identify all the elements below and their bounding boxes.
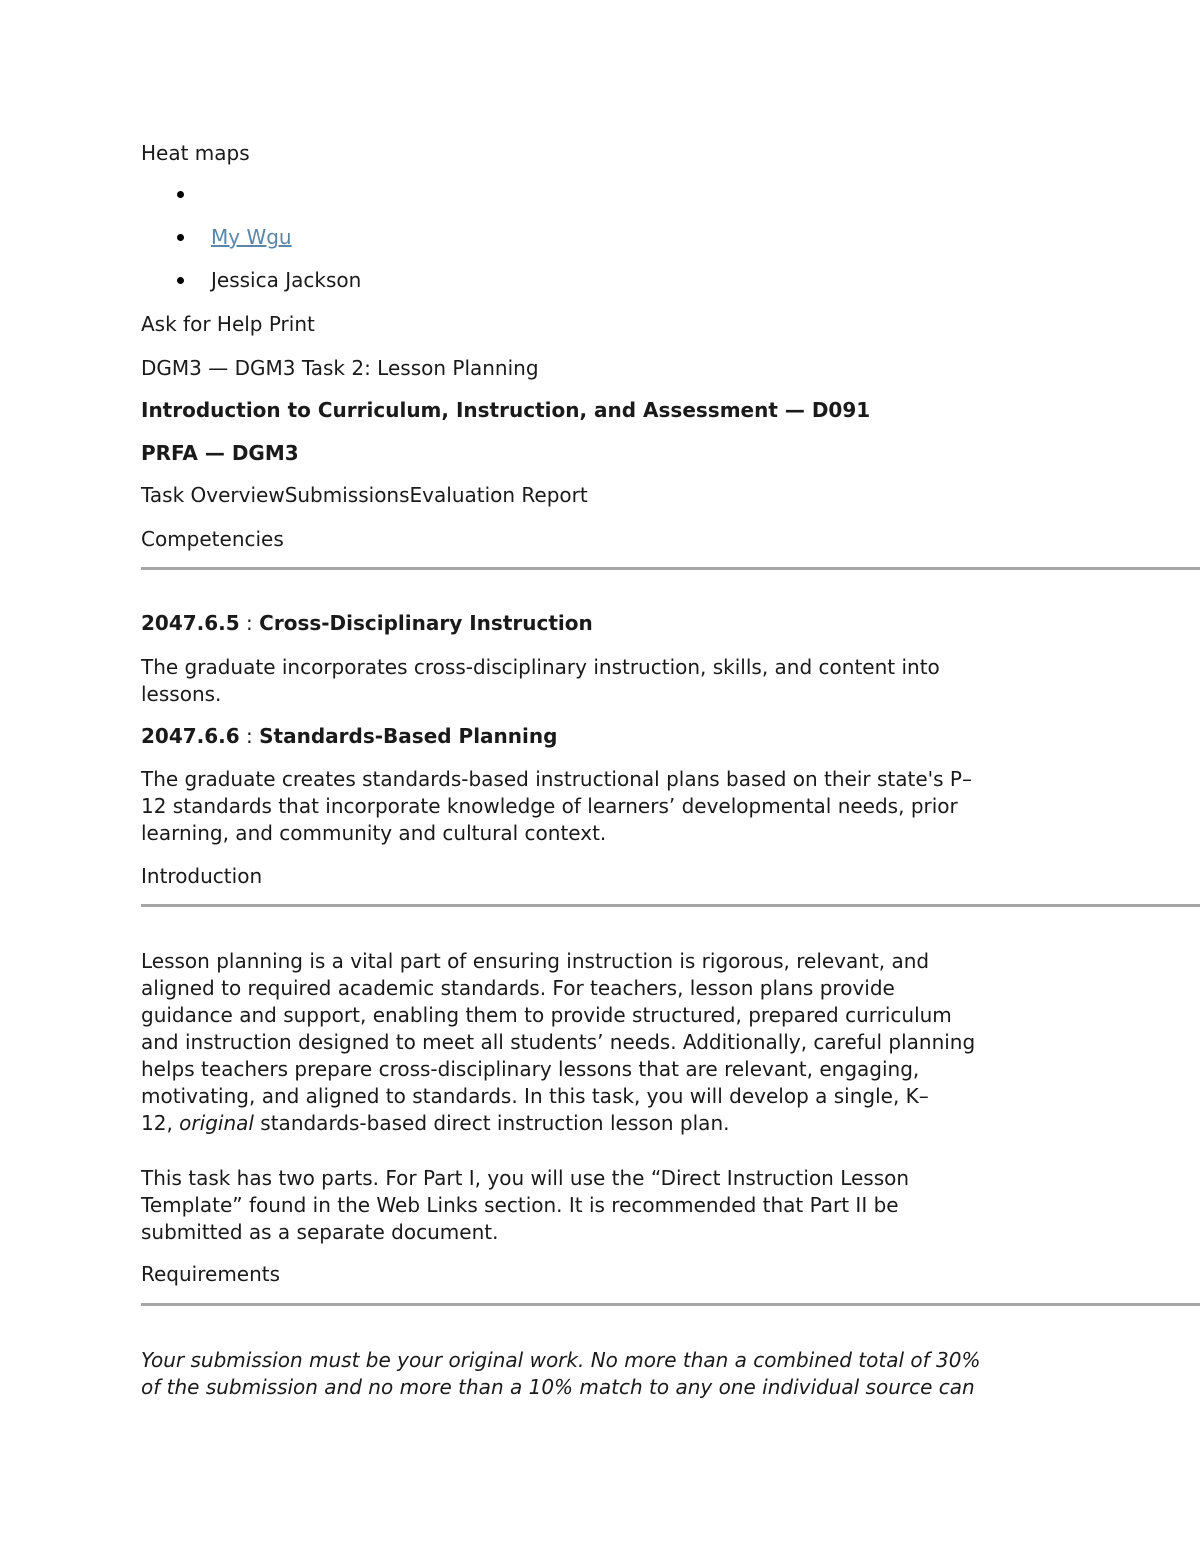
section-divider <box>141 567 1200 570</box>
competency-separator: : <box>239 724 260 748</box>
text-line: This task has two parts. For Part I, you will use the “Direct Instruction Lesson <box>141 1166 910 1190</box>
requirements-heading: Requirements <box>141 1262 281 1286</box>
text-line <box>141 1110 1051 1137</box>
nav-item-my-wgu[interactable] <box>141 223 361 266</box>
text-line: lessons. <box>141 682 222 706</box>
text-span: 12, <box>141 1111 180 1135</box>
text-line: Template” found in the Web Links section. It is recommended that Part II be <box>141 1193 899 1217</box>
competency-name: Standards-Based Planning <box>259 724 558 748</box>
section-divider <box>141 1303 1200 1306</box>
text-line: and instruction designed to meet all students’ needs. Additionally, careful planning <box>141 1030 976 1054</box>
competency-title <box>141 609 593 637</box>
top-nav-list <box>141 180 361 309</box>
introduction-heading: Introduction <box>141 864 263 888</box>
text-line: The graduate creates standards-based instructional plans based on their state's P– <box>141 767 972 791</box>
competencies-heading: Competencies <box>141 527 284 551</box>
user-name: Jessica Jackson <box>211 268 362 292</box>
competency-description <box>141 766 1051 847</box>
competency-separator: : <box>239 611 260 635</box>
competency-name: Cross-Disciplinary Instruction <box>259 611 593 635</box>
section-divider <box>141 904 1200 907</box>
my-wgu-link[interactable]: My Wgu <box>211 225 292 249</box>
text-line: Your submission must be your original work. No more than a combined total of 30% <box>141 1348 981 1372</box>
bullet-icon <box>177 277 184 284</box>
competency-code: 2047.6.6 <box>141 724 240 748</box>
text-line: learning, and community and cultural context. <box>141 821 607 845</box>
text-line: motivating, and aligned to standards. In this task, you will develop a single, K– <box>141 1084 929 1108</box>
nav-item-user <box>141 266 361 309</box>
tab-evaluation-report[interactable]: Evaluation Report <box>409 483 588 507</box>
text-line: 12 standards that incorporate knowledge of learners’ developmental needs, prior <box>141 794 958 818</box>
text-line: Lesson planning is a vital part of ensuring instruction is rigorous, relevant, and <box>141 949 930 973</box>
text-line: aligned to required academic standards. For teachers, lesson plans provide <box>141 976 895 1000</box>
text-line: of the submission and no more than a 10% match to any one individual source can <box>141 1375 975 1399</box>
text-line: submitted as a separate document. <box>141 1220 499 1244</box>
competency-code: 2047.6.5 <box>141 611 240 635</box>
nav-item-empty <box>141 180 361 223</box>
heat-maps-label: Heat maps <box>141 141 250 165</box>
tab-task-overview[interactable]: Task Overview <box>141 483 285 507</box>
bullet-icon <box>177 191 184 198</box>
introduction-paragraph-2 <box>141 1165 1051 1246</box>
text-span: standards-based direct instruction lesson plan. <box>253 1111 730 1135</box>
bullet-icon <box>177 234 184 241</box>
task-tabs <box>141 481 588 509</box>
help-print-links[interactable]: Ask for Help Print <box>141 312 315 336</box>
task-title: DGM3 — DGM3 Task 2: Lesson Planning <box>141 356 539 380</box>
course-title: Introduction to Curriculum, Instruction, and Assessment — D091 <box>141 398 871 422</box>
text-line: The graduate incorporates cross-disciplinary instruction, skills, and content into <box>141 655 940 679</box>
assessment-code: PRFA — DGM3 <box>141 441 299 465</box>
competency-title <box>141 722 557 750</box>
text-line: helps teachers prepare cross-disciplinary lessons that are relevant, engaging, <box>141 1057 920 1081</box>
competency-description <box>141 654 1051 708</box>
emphasis-text: original <box>179 1111 254 1135</box>
introduction-paragraph-1 <box>141 948 1051 1137</box>
text-line: guidance and support, enabling them to provide structured, prepared curriculum <box>141 1003 952 1027</box>
requirements-paragraph <box>141 1347 1051 1401</box>
tab-submissions[interactable]: Submissions <box>284 483 410 507</box>
